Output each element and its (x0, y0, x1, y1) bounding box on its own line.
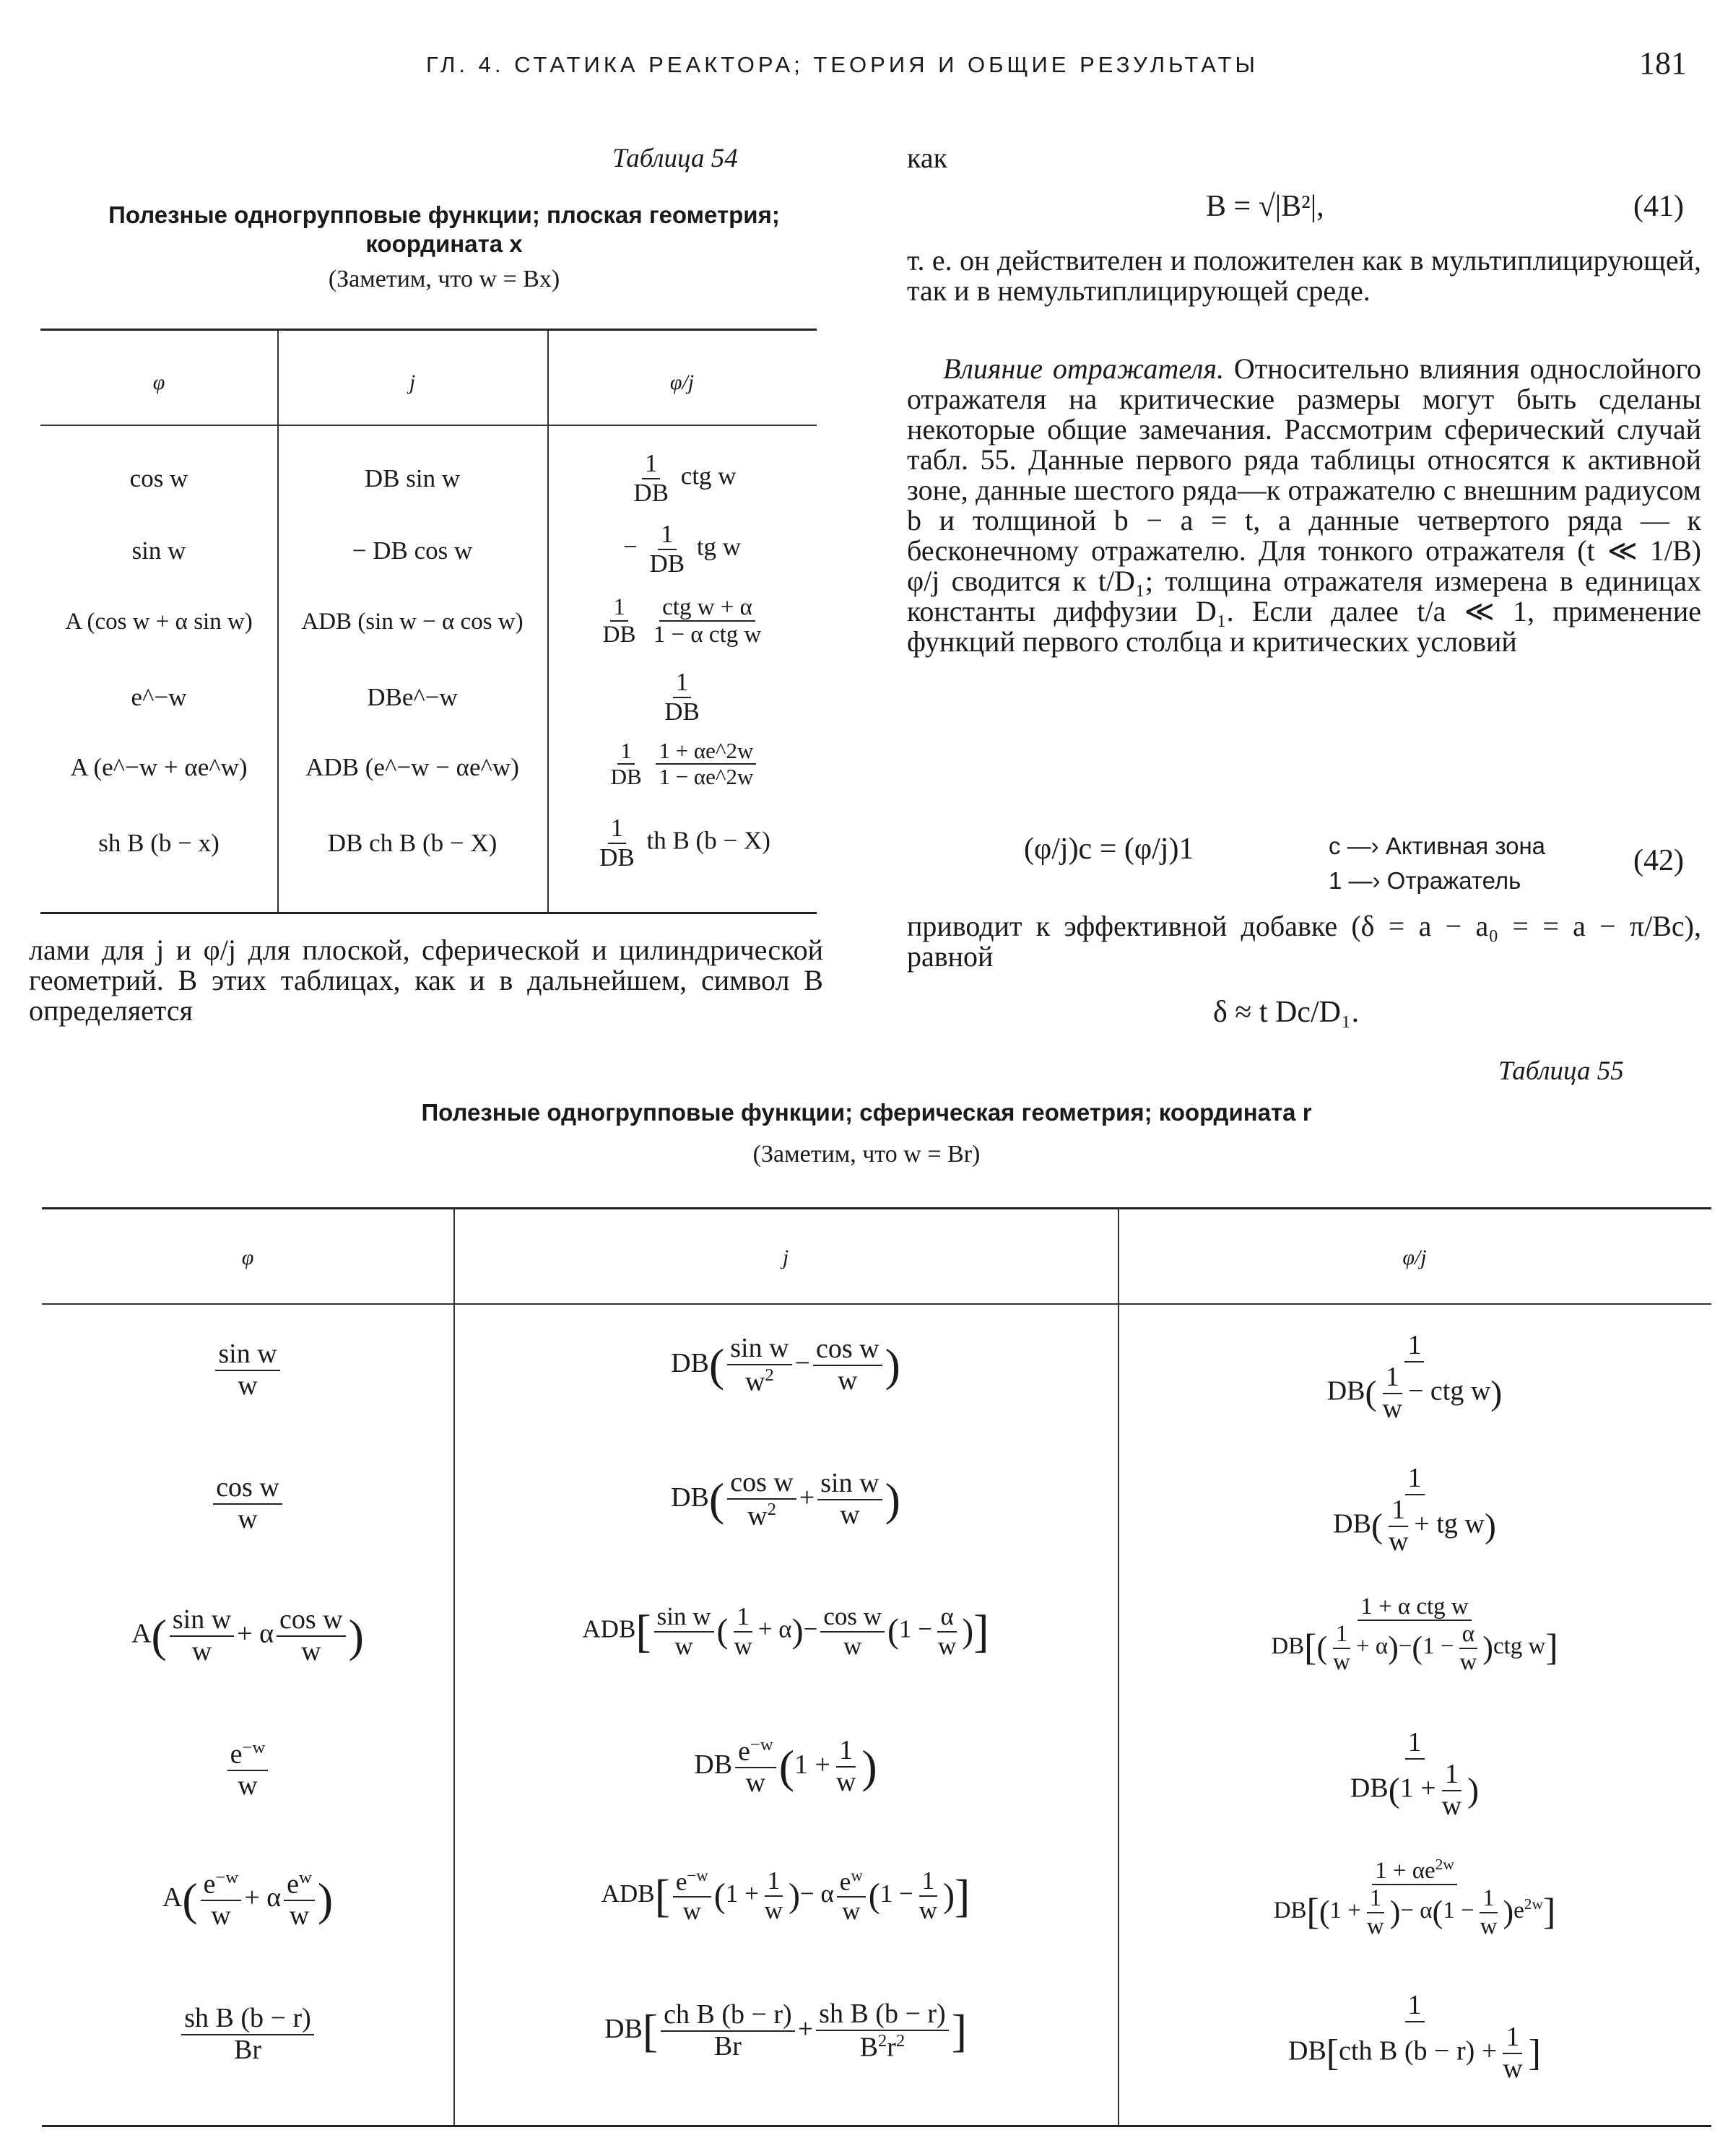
table54-cell-ratio (547, 739, 817, 789)
ratio-tail: tg w (696, 532, 742, 561)
fraction-numerator: 1 + αe^2w (656, 739, 756, 765)
table55-header-ratio: φ/j (1402, 1246, 1427, 1269)
table55-cell-ratio: 1 DB(1 + $\frac{1}{w}$ ) (1350, 1727, 1480, 1821)
table54-cell-phi: cos w (129, 464, 188, 492)
fraction-denominator: 1 − α ctg w (653, 622, 762, 648)
table54-note: (Заметим, что w = Bx) (328, 266, 560, 292)
equation-41: B = √|B²|, (1206, 190, 1324, 223)
table55-cell-j: DB( $\frac{\text{cos w}}{w^2}$ + $\frac{\text{sin w}}{w}$ ) (671, 1467, 900, 1531)
fraction-denominator: DB (649, 549, 685, 578)
fraction-numerator: 1 (642, 450, 661, 479)
table55-cell-ratio: 1 DB[cth B (b − r) + $\frac{1}{w}$ ] (1288, 1990, 1541, 2084)
table55-title: Полезные одногрупповые функции; сферическая геометрия; координата r (421, 1099, 1312, 1126)
table54 (40, 329, 817, 914)
table55 (42, 1207, 1711, 2127)
table54-cell-j: DB ch B (b − X) (327, 829, 498, 857)
table55-cell-phi: $\frac{\text{sin w}}{w}$ (42, 1339, 453, 1401)
table55-cell-j: DB $\frac{e^{-w}}{w}$ (1 + $\frac{1}{w}$ ) (694, 1735, 877, 1799)
table55-caption: Таблица 55 (1498, 1056, 1624, 1086)
table54-cell-j: DB sin w (364, 464, 461, 492)
left-tail-paragraph: лами для j и φ/j для плоской, сферической и цилиндрической геометрий. В этих таблицах, как и в дальнейшем, символ B определяется (29, 934, 823, 1027)
table54-caption: Таблица 54 (612, 144, 738, 173)
table54-cell-ratio (547, 450, 817, 507)
right-lead: как (907, 142, 948, 174)
section-heading-italic: Влияние отражателя. (943, 352, 1225, 385)
fraction-denominator: DB (633, 478, 669, 507)
table55-note: (Заметим, что w = Br) (752, 1141, 981, 1168)
right-paragraph-2-body: Относительно влияния однослойного отражателя на критические размеры могут быть сделаны некоторые общие замечания. Рассмотрим сферический случай табл. 55. Данные первого ряда таблицы относятся к активной зоне, данные шестого ряда—к отражателю с внешним радиусом b и толщиной b − a = t, а данные четвертого ряда — к бесконечному отражателю. Для тонкого отражателя (t ≪ 1/B) φ/j сводится к t/D₁; толщина отражателя измерена в единицах константы диффузии D₁. Если далее t/a ≪ 1, применение функций первого столбца и критических условий (907, 352, 1701, 658)
table54-cell-phi: sin w (131, 536, 186, 565)
table54-cell-phi: A (cos w + α sin w) (65, 609, 253, 635)
table54-title-line1: Полезные одногрупповые функции; плоская геометрия; (108, 201, 780, 228)
table54-cell-j: ADB (sin w − α cos w) (301, 609, 524, 635)
equation-42-legend (1329, 829, 1545, 898)
fraction-numerator: 1 (610, 594, 628, 622)
page-number: 181 (1639, 45, 1687, 81)
running-title: ГЛ. 4. СТАТИКА РЕАКТОРА; ТЕОРИЯ И ОБЩИЕ РЕЗУЛЬТАТЫ (426, 52, 1259, 77)
table55-cell-j: ADB[ $\frac{\text{sin w}}{w}$ ( $\frac{1}{w}$ + α)− $\frac{\text{cos w}}{w}$ (1 − $\frac{\alpha}{w}$ )] (582, 1602, 989, 1660)
legend-reflector: 1 —› Отражатель (1329, 867, 1521, 894)
table54-header-ratio: φ/j (669, 370, 695, 394)
ratio-sign: − (622, 532, 638, 561)
right-paragraph-3: приводит к эффективной добавке (δ = a − a₀ = = a − π/Bc), равной (907, 910, 1701, 973)
table54-cell-j: − DB cos w (352, 536, 473, 565)
table55-header-phi: φ (241, 1246, 254, 1269)
table55-cell-phi: $\frac{e^{-w}}{w}$ (42, 1738, 453, 1801)
table55-cell-phi: $\frac{\text{cos w}}{w}$ (42, 1473, 453, 1535)
fraction-numerator: 1 (673, 669, 692, 698)
table54-header-rule (40, 425, 817, 426)
equation-42-number: (42) (1633, 844, 1684, 877)
table55-cell-phi: $\frac{\text{sh B (b − r)}}{Br}$ (42, 2004, 453, 2066)
table54-cell-phi: A (e^−w + αe^w) (70, 753, 248, 781)
table55-cell-phi: A( $\frac{e^{-w}}{w}$ + α $\frac{e^w}{w}$ ) (162, 1868, 334, 1931)
table55-cell-j: DB[ $\frac{\text{ch B (b − r)}}{Br}$ + $\frac{\text{sh B (b − r)}}{B^2r^2}$ ] (604, 1999, 967, 2063)
fraction-numerator: 1 (608, 814, 627, 844)
fraction-denominator: DB (664, 697, 700, 726)
table55-cell-ratio: 1 DB( $\frac{1}{w}$ − ctg w) (1326, 1330, 1503, 1424)
fraction-numerator: 1 (658, 521, 677, 550)
right-paragraph-2 (907, 354, 1701, 657)
table54-title-line2: координата x (365, 230, 523, 257)
fraction-numerator: 1 (617, 739, 635, 765)
table54-cell-ratio (547, 594, 817, 648)
table54-cell-phi: e^−w (131, 683, 187, 711)
table54-cell-ratio (547, 521, 817, 578)
ratio-tail: ctg w (680, 461, 737, 490)
fraction-denominator: DB (599, 843, 635, 871)
equation-42: (φ/j)c = (φ/j)1 (1024, 833, 1194, 866)
table55-cell-ratio: 1 + α ctg w DB[( $\frac{1}{w}$ + α)−(1 − $\frac{\alpha}{w}$ )ctg w] (1271, 1594, 1558, 1675)
table55-cell-ratio: 1 DB( $\frac{1}{w}$ + tg w) (1333, 1463, 1496, 1557)
table54-header-j: j (409, 370, 416, 394)
table55-cell-phi: A( $\frac{\text{sin w}}{w}$ + α $\frac{\text{cos w}}{w}$ ) (131, 1604, 364, 1666)
table55-header-rule (42, 1303, 1711, 1305)
table54-cell-ratio (547, 669, 817, 726)
table55-header-j: j (782, 1246, 789, 1269)
table55-cell-j: DB( $\frac{\text{sin w}}{w^2}$ − $\frac{\text{cos w}}{w}$ ) (671, 1333, 900, 1397)
equation-delta: δ ≈ t Dc/D₁. (1213, 996, 1360, 1029)
fraction-denominator: DB (610, 764, 642, 790)
table54-header-phi: φ (152, 370, 165, 394)
equation-41-number: (41) (1633, 190, 1684, 223)
table54-title (29, 201, 859, 258)
fraction-numerator: ctg w + α (659, 594, 755, 622)
table55-cell-ratio: $1 + \alpha e^{2w}$ DB[(1 + $\frac{1}{w}$ )− α(1 − $\frac{1}{w}$ )$e^{2w}$] (1273, 1856, 1556, 1939)
table54-cell-j: ADB (e^−w − αe^w) (305, 753, 519, 781)
table54-cell-phi: sh B (b − x) (98, 829, 220, 857)
table55-cell-j: ADB[ $\frac{e^{-w}}{w}$ (1 + $\frac{1}{w}$ )− α $\frac{e^w}{w}$ (1 − $\frac{1}{w}$ )] (601, 1866, 970, 1926)
table54-cell-ratio (547, 814, 817, 871)
fraction-denominator: DB (602, 622, 636, 648)
legend-core: c —› Активная зона (1329, 833, 1546, 859)
ratio-tail: th B (b − X) (646, 826, 770, 855)
fraction-denominator: 1 − αe^2w (659, 764, 754, 790)
right-paragraph-1: т. е. он действителен и положителен как в мультиплицирующей, так и в немультиплицирующей среде. (907, 244, 1701, 307)
table54-cell-j: DBe^−w (367, 683, 458, 711)
